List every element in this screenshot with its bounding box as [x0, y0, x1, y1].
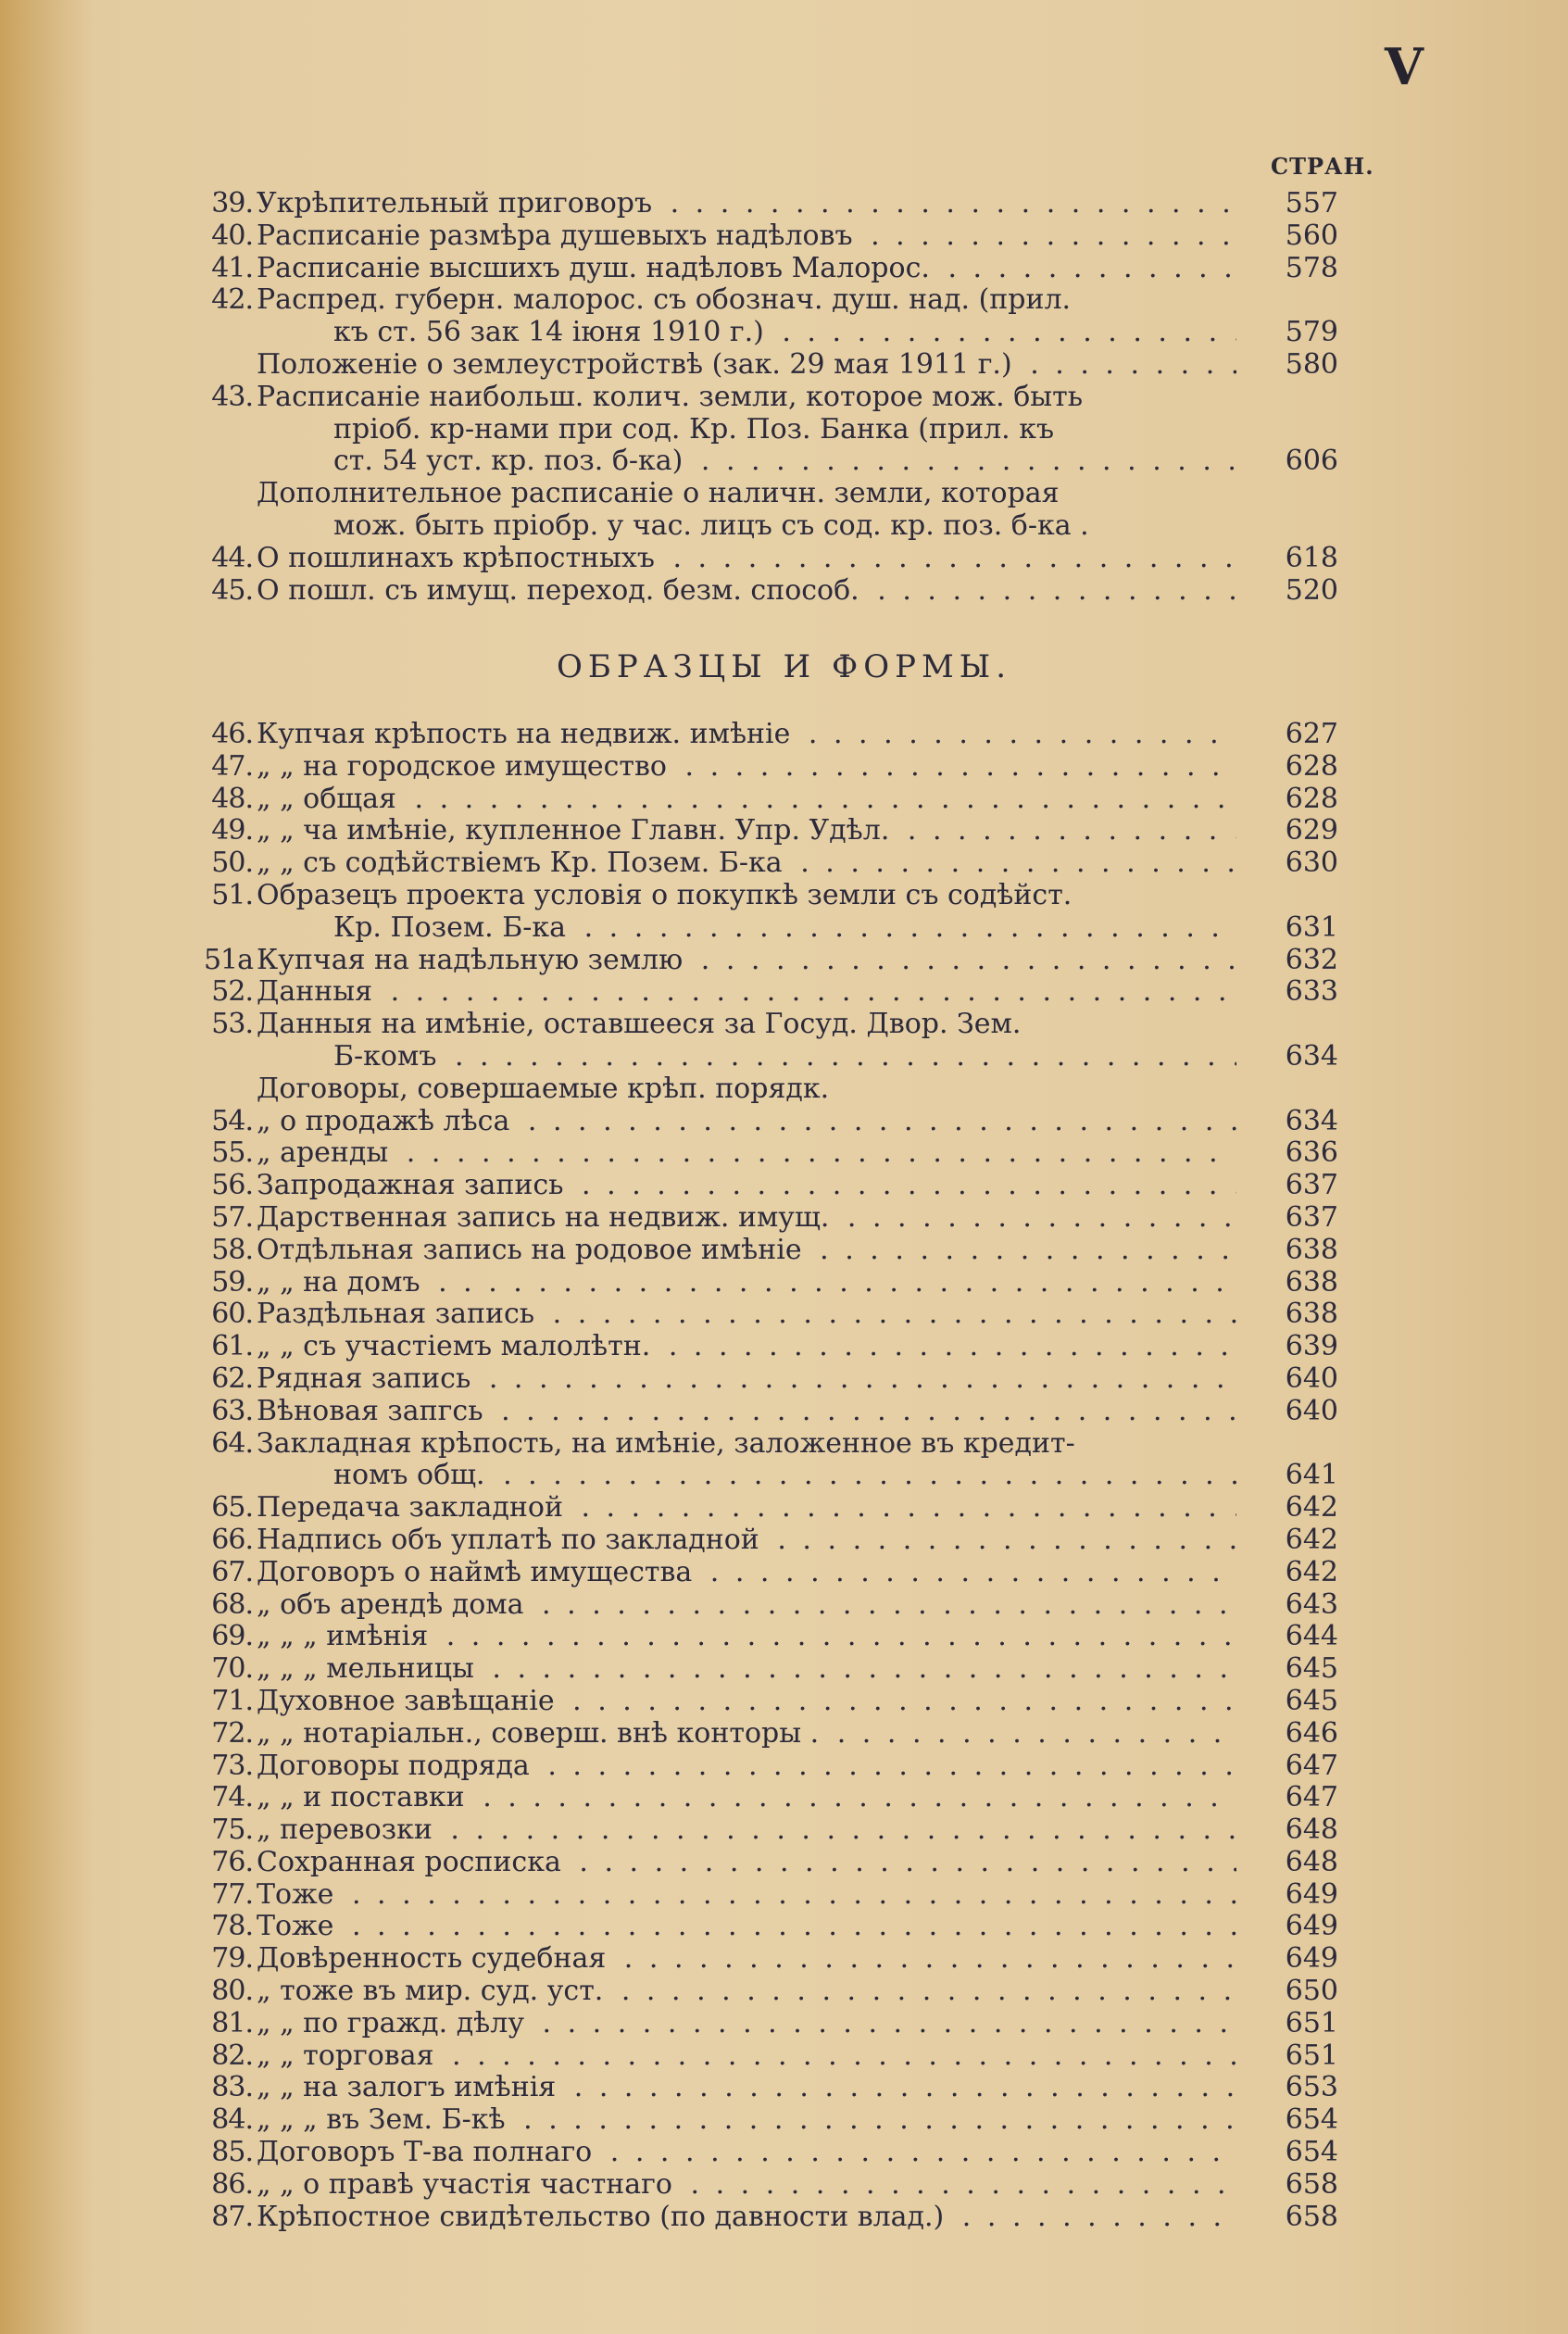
entry-title — [257, 2040, 1236, 2073]
entry-page: 629 — [1285, 814, 1338, 847]
entry-page: 638 — [1285, 1265, 1338, 1299]
toc-entry — [171, 880, 1338, 912]
entry-title-text: ст. 54 уст. кр. поз. б-ка) — [333, 445, 684, 478]
entry-page: 634 — [1285, 1104, 1338, 1137]
entry-title — [257, 1235, 1236, 1267]
entry-title-text: Крѣпостное свидѣтельство (по давности влад.) — [257, 2201, 945, 2233]
entry-title — [257, 284, 1236, 317]
toc-entry — [171, 220, 1338, 253]
toc-entry — [171, 1782, 1338, 1814]
toc-entry — [171, 1750, 1338, 1783]
entry-title-text: Тоже — [257, 1878, 334, 1911]
entry-number: 69. — [211, 1620, 253, 1653]
entry-title-text: Закладная крѣпость, на имѣніе, заложенное въ кредит- — [257, 1427, 1075, 1460]
entry-page: 639 — [1285, 1330, 1338, 1363]
entry-number: 57. — [211, 1200, 253, 1234]
toc-entry — [171, 1137, 1338, 1170]
toc-entry — [171, 2137, 1338, 2169]
toc-entry — [171, 1557, 1338, 1589]
entry-title-text: Договоръ Т-ва полнаго — [257, 2137, 593, 2169]
entry-number: 60. — [211, 1298, 253, 1331]
entry-title-text: Кр. Позем. Б-ка — [333, 911, 567, 944]
entry-title — [333, 1041, 1236, 1073]
entry-page: 637 — [1285, 1169, 1338, 1202]
entry-title-text: „ „ ча имѣніе, купленное Главн. Упр. Удѣл. — [257, 815, 890, 847]
entry-title — [257, 719, 1236, 751]
entry-title — [257, 976, 1236, 1009]
toc-entry — [171, 2104, 1338, 2137]
toc-part-1 — [171, 188, 1338, 607]
column-header: СТРАН. — [1271, 153, 1374, 180]
entry-number: 44. — [211, 541, 253, 574]
entry-title — [257, 220, 1236, 253]
entry-title-text: Раздѣльная запись — [257, 1299, 535, 1331]
entry-page: 632 — [1285, 943, 1338, 976]
entry-title — [257, 478, 1236, 510]
entry-number: 64. — [211, 1426, 253, 1460]
toc-entry — [171, 1428, 1338, 1461]
toc-entry — [171, 1911, 1338, 1943]
toc-entry — [171, 1041, 1338, 1073]
entry-title-text: „ „ торговая — [257, 2039, 434, 2072]
entry-number: 74. — [211, 1781, 253, 1814]
entry-page: 578 — [1285, 251, 1338, 284]
entry-title — [257, 1073, 1236, 1106]
entry-page: 654 — [1285, 2136, 1338, 2169]
entry-number: 48. — [211, 782, 253, 815]
entry-number: 49. — [211, 814, 253, 847]
entry-number: 50. — [211, 847, 253, 880]
entry-title-text: Данныя на имѣніе, оставшееся за Госуд. Двор. Зем. — [257, 1009, 1022, 1041]
toc-entry — [171, 1170, 1338, 1202]
entry-page: 638 — [1285, 1298, 1338, 1331]
toc-entry — [171, 1686, 1338, 1718]
entry-title-text: „ „ „ въ Зем. Б-кѣ — [257, 2104, 506, 2137]
toc-entry — [171, 317, 1338, 349]
entry-page: 520 — [1285, 573, 1338, 607]
toc-entry — [171, 1073, 1338, 1106]
entry-title-text: „ „ на домъ — [257, 1266, 420, 1299]
entry-title — [257, 1943, 1236, 1976]
entry-number: 71. — [211, 1684, 253, 1717]
entry-page: 645 — [1285, 1684, 1338, 1717]
entry-title — [257, 2072, 1236, 2104]
toc-entry — [171, 1943, 1338, 1976]
entry-page: 580 — [1285, 347, 1338, 381]
entry-number: 59. — [211, 1265, 253, 1299]
entry-title-text: „ „ „ имѣнія — [257, 1621, 429, 1653]
entry-number: 73. — [211, 1749, 253, 1782]
entry-number: 78. — [211, 1910, 253, 1943]
entry-number: 80. — [211, 1975, 253, 2008]
entry-page: 649 — [1285, 1877, 1338, 1911]
entry-number: 41. — [211, 251, 253, 284]
entry-number: 72. — [211, 1716, 253, 1750]
entry-page: 643 — [1285, 1587, 1338, 1621]
entry-number: 62. — [211, 1362, 253, 1395]
entry-page: 658 — [1285, 2167, 1338, 2201]
toc-entry — [171, 1009, 1338, 1041]
toc-entry — [171, 382, 1338, 414]
entry-title-text: „ „ „ мельницы — [257, 1653, 474, 1686]
toc-entry — [171, 1299, 1338, 1331]
entry-title — [257, 1911, 1236, 1943]
entry-title — [257, 784, 1236, 816]
entry-title — [257, 1428, 1236, 1461]
entry-title — [257, 1525, 1236, 1557]
entry-number: 58. — [211, 1233, 253, 1266]
entry-title — [257, 1653, 1236, 1686]
entry-title — [257, 1137, 1236, 1170]
entry-number: 46. — [211, 718, 253, 750]
toc-entry — [171, 1653, 1338, 1686]
entry-page: 648 — [1285, 1813, 1338, 1847]
toc-entry — [171, 414, 1338, 446]
entry-number: 83. — [211, 2071, 253, 2104]
entry-title-text: „ „ на залогъ имѣнія — [257, 2072, 557, 2104]
toc-entry — [171, 784, 1338, 816]
entry-title-text: Договоръ о наймѣ имущества — [257, 1556, 693, 1588]
entry-title — [257, 575, 1236, 608]
entry-title-text: Надпись объ уплатѣ по закладной — [257, 1524, 759, 1556]
toc-entry — [171, 1202, 1338, 1235]
entry-title — [333, 445, 1236, 478]
entry-page: 637 — [1285, 1200, 1338, 1234]
entry-title — [333, 912, 1236, 945]
entry-page: 628 — [1285, 749, 1338, 783]
entry-title — [257, 1363, 1236, 1396]
entry-page: 648 — [1285, 1845, 1338, 1878]
entry-title — [257, 1106, 1236, 1138]
entry-title-text: Сохранная росписка — [257, 1846, 561, 1878]
entry-number: 39. — [211, 187, 253, 220]
entry-page: 628 — [1285, 782, 1338, 815]
entry-title — [257, 1718, 1236, 1750]
toc-entry — [171, 1621, 1338, 1653]
entry-title — [333, 510, 1236, 543]
toc-entry — [171, 2202, 1338, 2234]
entry-number: 87. — [211, 2200, 253, 2233]
entry-title — [257, 1750, 1236, 1783]
entry-title-text: Укрѣпительный приговоръ — [257, 188, 653, 220]
entry-number: 51. — [211, 878, 253, 911]
toc-entry — [171, 1396, 1338, 1428]
toc-entry — [171, 976, 1338, 1009]
entry-number: 67. — [211, 1555, 253, 1588]
entry-page: 630 — [1285, 847, 1338, 880]
toc-entry — [171, 1106, 1338, 1138]
entry-title — [257, 1267, 1236, 1299]
toc-entry — [171, 253, 1338, 285]
entry-title — [257, 1589, 1236, 1622]
entry-page: 557 — [1285, 187, 1338, 220]
toc-entry — [171, 2169, 1338, 2202]
toc-entry — [171, 719, 1338, 751]
toc-entry — [171, 2008, 1338, 2040]
entry-title-text: Передача закладной — [257, 1492, 563, 1525]
entry-title-text: Расписаніе наибольш. колич. земли, которое мож. быть — [257, 381, 1084, 413]
toc-entry — [171, 815, 1338, 847]
entry-title-text: мож. быть пріобр. у час. лицъ съ сод. кр. поз. б-ка . — [333, 509, 1089, 542]
entry-title — [257, 543, 1236, 575]
entry-page: 649 — [1285, 1910, 1338, 1943]
entry-page: 633 — [1285, 975, 1338, 1009]
entry-title-text: Дополнительное расписаніе о наличн. земли, которая — [257, 478, 1060, 510]
entry-title-text: номъ общ. — [333, 1460, 485, 1492]
entry-title-text: О пошлинахъ крѣпостныхъ — [257, 542, 655, 574]
entry-page: 642 — [1285, 1523, 1338, 1556]
entry-page: 641 — [1285, 1459, 1338, 1492]
entry-title — [257, 1557, 1236, 1589]
entry-page: 642 — [1285, 1491, 1338, 1525]
entry-page: 642 — [1285, 1555, 1338, 1588]
entry-title — [257, 382, 1236, 414]
entry-title-text: „ объ арендѣ дома — [257, 1588, 524, 1621]
entry-number: 86. — [211, 2167, 253, 2201]
entry-title-text: къ ст. 56 зак 14 іюня 1910 г.) — [333, 317, 764, 349]
section-heading: ОБРАЗЦЫ И ФОРМЫ. — [556, 648, 1012, 685]
toc-entry — [171, 2040, 1338, 2073]
toc-entry — [171, 2072, 1338, 2104]
entry-number: 75. — [211, 1813, 253, 1847]
entry-title — [257, 1976, 1236, 2008]
toc-entry — [171, 445, 1338, 478]
entry-title-text: О пошл. съ имущ. переход. безм. способ. — [257, 574, 859, 607]
entry-title-text: Б-комъ — [333, 1040, 437, 1073]
entry-title — [257, 1847, 1236, 1879]
entry-page: 644 — [1285, 1620, 1338, 1653]
toc-entry — [171, 1460, 1338, 1492]
toc-part-2 — [171, 719, 1338, 2233]
entry-title — [257, 1331, 1236, 1363]
entry-title-text: Вѣновая запгсь — [257, 1395, 483, 1427]
entry-title-text: „ аренды — [257, 1137, 389, 1170]
entry-page: 560 — [1285, 219, 1338, 252]
entry-title-text: „ „ по гражд. дѣлу — [257, 2007, 524, 2039]
entry-number: 61. — [211, 1330, 253, 1363]
entry-title — [257, 1170, 1236, 1202]
toc-entry — [171, 1492, 1338, 1525]
entry-title-text: „ „ на городское имущество — [257, 750, 667, 783]
toc-entry — [171, 1525, 1338, 1557]
toc-entry — [171, 543, 1338, 575]
entry-number: 81. — [211, 2006, 253, 2039]
entry-number: 54. — [211, 1104, 253, 1137]
entry-title — [333, 1460, 1236, 1492]
entry-number: 52. — [211, 975, 253, 1009]
entry-page: 650 — [1285, 1975, 1338, 2008]
entry-title — [257, 847, 1236, 880]
entry-title — [257, 1879, 1236, 1912]
entry-page: 606 — [1285, 445, 1338, 478]
entry-page: 627 — [1285, 718, 1338, 750]
entry-title-text: „ „ о правѣ участія частнаго — [257, 2168, 672, 2201]
toc-entry — [171, 1331, 1338, 1363]
entry-page: 640 — [1285, 1394, 1338, 1427]
entry-title — [333, 414, 1236, 446]
toc-entry — [171, 847, 1338, 880]
entry-number: 84. — [211, 2103, 253, 2137]
entry-title — [257, 2169, 1236, 2202]
toc-entry — [171, 349, 1338, 382]
entry-title-text: Образецъ проекта условія о покупкѣ земли съ содѣйст. — [257, 879, 1073, 911]
entry-title-text: Дарственная запись на недвиж. имущ. — [257, 1201, 830, 1234]
entry-title-text: „ „ нотаріальн., соверш. внѣ конторы . — [257, 1717, 820, 1750]
entry-page: 638 — [1285, 1233, 1338, 1266]
entry-page: 640 — [1285, 1362, 1338, 1395]
toc-entry — [171, 1589, 1338, 1622]
entry-number: 66. — [211, 1523, 253, 1556]
entry-number: 85. — [211, 2136, 253, 2169]
entry-page: 579 — [1285, 316, 1338, 349]
toc-entry — [171, 1363, 1338, 1396]
entry-title-text: Расписаніе высшихъ душ. надѣловъ Малорос. — [257, 252, 930, 284]
entry-title-text: Расписаніе размѣра душевыхъ надѣловъ — [257, 220, 853, 252]
entry-title-text: Тоже — [257, 1911, 334, 1943]
toc-entry — [171, 1847, 1338, 1879]
entry-number: 79. — [211, 1942, 253, 1976]
entry-page: 651 — [1285, 2039, 1338, 2072]
entry-title-text: Положеніе о землеустройствѣ (зак. 29 мая 1911 г.) — [257, 348, 1012, 381]
entry-title — [333, 317, 1236, 349]
toc-entry — [171, 1267, 1338, 1299]
entry-title — [257, 1782, 1236, 1814]
entry-title-text: пріоб. кр-нами при сод. Кр. Поз. Банка (прил. къ — [333, 413, 1055, 445]
entry-page: 649 — [1285, 1942, 1338, 1976]
entry-number: 42. — [211, 283, 253, 317]
toc-entry — [171, 188, 1338, 220]
entry-title — [257, 815, 1236, 847]
entry-number: 70. — [211, 1652, 253, 1686]
entry-number: 77. — [211, 1877, 253, 1911]
entry-title-text: Довѣренность судебная — [257, 1943, 607, 1976]
page-number: V — [1385, 37, 1424, 96]
entry-title-text: „ „ и поставки — [257, 1782, 465, 1814]
entry-number: 40. — [211, 219, 253, 252]
entry-title — [257, 2104, 1236, 2137]
entry-title — [257, 2137, 1236, 2169]
entry-title-text: Купчая крѣпость на недвиж. имѣніе — [257, 719, 791, 750]
entry-page: 651 — [1285, 2006, 1338, 2039]
entry-title — [257, 349, 1236, 382]
entry-title — [257, 880, 1236, 912]
entry-title — [257, 1299, 1236, 1331]
entry-title — [257, 1686, 1236, 1718]
entry-title-text: Купчая на надѣльную землю — [257, 944, 684, 976]
entry-title-text: Духовное завѣщаніе — [257, 1685, 555, 1717]
entry-title-text: Договоры, совершаемые крѣп. порядк. — [257, 1073, 830, 1105]
entry-number: 55. — [211, 1136, 253, 1170]
entry-number: 51а — [203, 943, 253, 976]
entry-title-text: Распред. губерн. малорос. съ обознач. душ. над. (прил. — [257, 284, 1072, 317]
entry-title-text: Договоры подряда — [257, 1750, 530, 1782]
entry-title-text: „ перевозки — [257, 1814, 433, 1847]
toc-entry — [171, 575, 1338, 608]
entry-title-text: „ о продажѣ лѣса — [257, 1105, 510, 1137]
entry-number: 68. — [211, 1587, 253, 1621]
toc-entry — [171, 510, 1338, 543]
toc-entry — [171, 1976, 1338, 2008]
entry-page: 636 — [1285, 1136, 1338, 1170]
entry-number: 56. — [211, 1169, 253, 1202]
entry-page: 646 — [1285, 1716, 1338, 1750]
entry-title — [257, 751, 1236, 784]
entry-title-text: „ „ общая — [257, 783, 396, 815]
entry-title — [257, 1621, 1236, 1653]
entry-page: 631 — [1285, 910, 1338, 944]
entry-number: 53. — [211, 1008, 253, 1041]
toc-entry — [171, 751, 1338, 784]
entry-page: 634 — [1285, 1039, 1338, 1073]
entry-title-text: „ „ съ участіемъ малолѣтн. — [257, 1331, 651, 1363]
entry-title — [257, 1009, 1236, 1041]
toc-entry — [171, 1814, 1338, 1847]
entry-title — [257, 2202, 1236, 2234]
entry-title — [257, 1396, 1236, 1428]
entry-title — [257, 1202, 1236, 1235]
toc-entry — [171, 912, 1338, 945]
entry-title — [257, 188, 1236, 220]
entry-title — [257, 2008, 1236, 2040]
entry-page: 645 — [1285, 1652, 1338, 1686]
entry-title-text: „ „ съ содѣйствіемъ Кр. Позем. Б-ка — [257, 847, 783, 880]
entry-title — [257, 1814, 1236, 1847]
entry-page: 618 — [1285, 541, 1338, 574]
entry-page: 647 — [1285, 1781, 1338, 1814]
entry-page: 653 — [1285, 2071, 1338, 2104]
entry-number: 45. — [211, 573, 253, 607]
entry-number: 82. — [211, 2039, 253, 2072]
entry-title — [257, 1492, 1236, 1525]
entry-title — [257, 945, 1236, 977]
toc-entry — [171, 945, 1338, 977]
entry-number: 65. — [211, 1491, 253, 1525]
toc-entry — [171, 284, 1338, 317]
entry-number: 47. — [211, 749, 253, 783]
entry-page: 654 — [1285, 2103, 1338, 2137]
toc-entry — [171, 1879, 1338, 1912]
entry-title-text: Данныя — [257, 976, 373, 1009]
entry-page: 658 — [1285, 2200, 1338, 2233]
entry-title-text: Рядная запись — [257, 1362, 471, 1395]
entry-title-text: Отдѣльная запись на родовое имѣніе — [257, 1234, 802, 1266]
entry-number: 63. — [211, 1394, 253, 1427]
toc-entry — [171, 1235, 1338, 1267]
entry-page: 647 — [1285, 1749, 1338, 1782]
entry-number: 43. — [211, 380, 253, 413]
entry-title — [257, 253, 1236, 285]
toc-entry — [171, 1718, 1338, 1750]
entry-title-text: Запродажная запись — [257, 1170, 564, 1202]
entry-title-text: „ тоже въ мир. суд. уст. — [257, 1976, 604, 2008]
entry-number: 76. — [211, 1845, 253, 1878]
toc-entry — [171, 478, 1338, 510]
